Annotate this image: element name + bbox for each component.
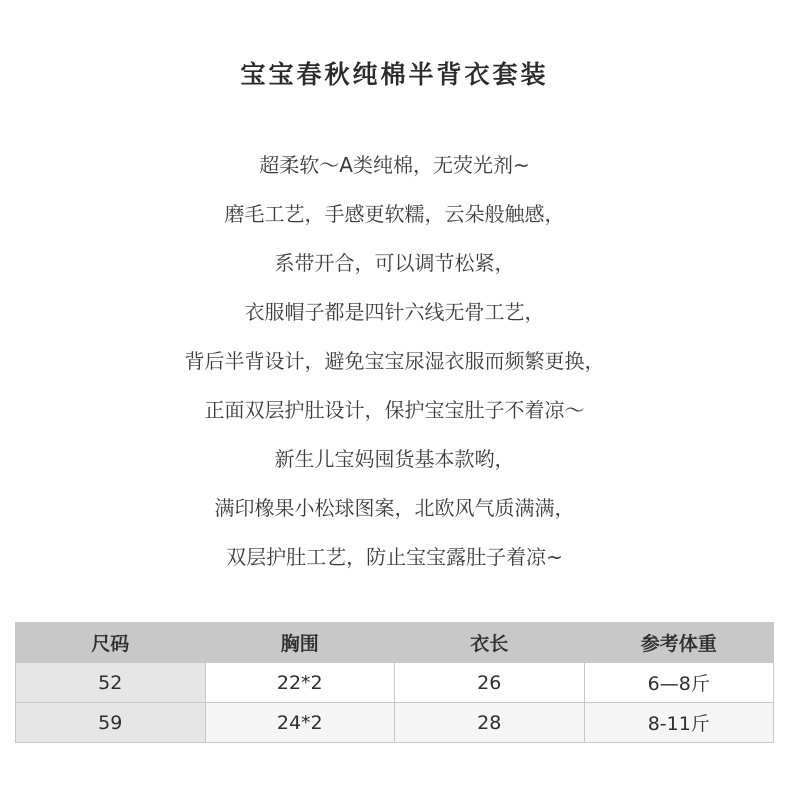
cell-size: 59	[16, 703, 206, 743]
cell-chest: 22*2	[205, 663, 395, 703]
header-chest: 胸围	[205, 623, 395, 663]
description-line: 新生儿宝妈囤货基本款哟，	[274, 447, 515, 471]
description-line: 磨毛工艺，手感更软糯，云朵般触感，	[224, 202, 565, 226]
description-line: 超柔软～A类纯棉，无荧光剂~	[259, 153, 530, 177]
header-length: 衣长	[395, 623, 585, 663]
product-description	[0, 141, 789, 582]
table-row	[16, 663, 774, 703]
cell-weight: 6—8斤	[584, 663, 774, 703]
header-size: 尺码	[16, 623, 206, 663]
description-line: 双层护肚工艺，防止宝宝露肚子着凉~	[226, 545, 563, 569]
description-line: 系带开合，可以调节松紧，	[274, 251, 515, 275]
cell-length: 26	[395, 663, 585, 703]
header-weight: 参考体重	[584, 623, 774, 663]
product-title: 宝宝春秋纯棉半背衣套装	[240, 60, 549, 89]
table-header-row	[16, 623, 774, 663]
table-row	[16, 703, 774, 743]
cell-chest: 24*2	[205, 703, 395, 743]
description-line: 满印橡果小松球图案，北欧风气质满满，	[214, 496, 575, 520]
cell-size: 52	[16, 663, 206, 703]
cell-weight: 8-11斤	[584, 703, 774, 743]
cell-length: 28	[395, 703, 585, 743]
description-line: 衣服帽子都是四针六线无骨工艺，	[244, 300, 545, 324]
description-line: 正面双层护肚设计，保护宝宝肚子不着凉～	[204, 398, 585, 422]
size-chart-table	[15, 622, 774, 743]
description-line: 背后半背设计，避免宝宝尿湿衣服而频繁更换，	[184, 349, 605, 373]
